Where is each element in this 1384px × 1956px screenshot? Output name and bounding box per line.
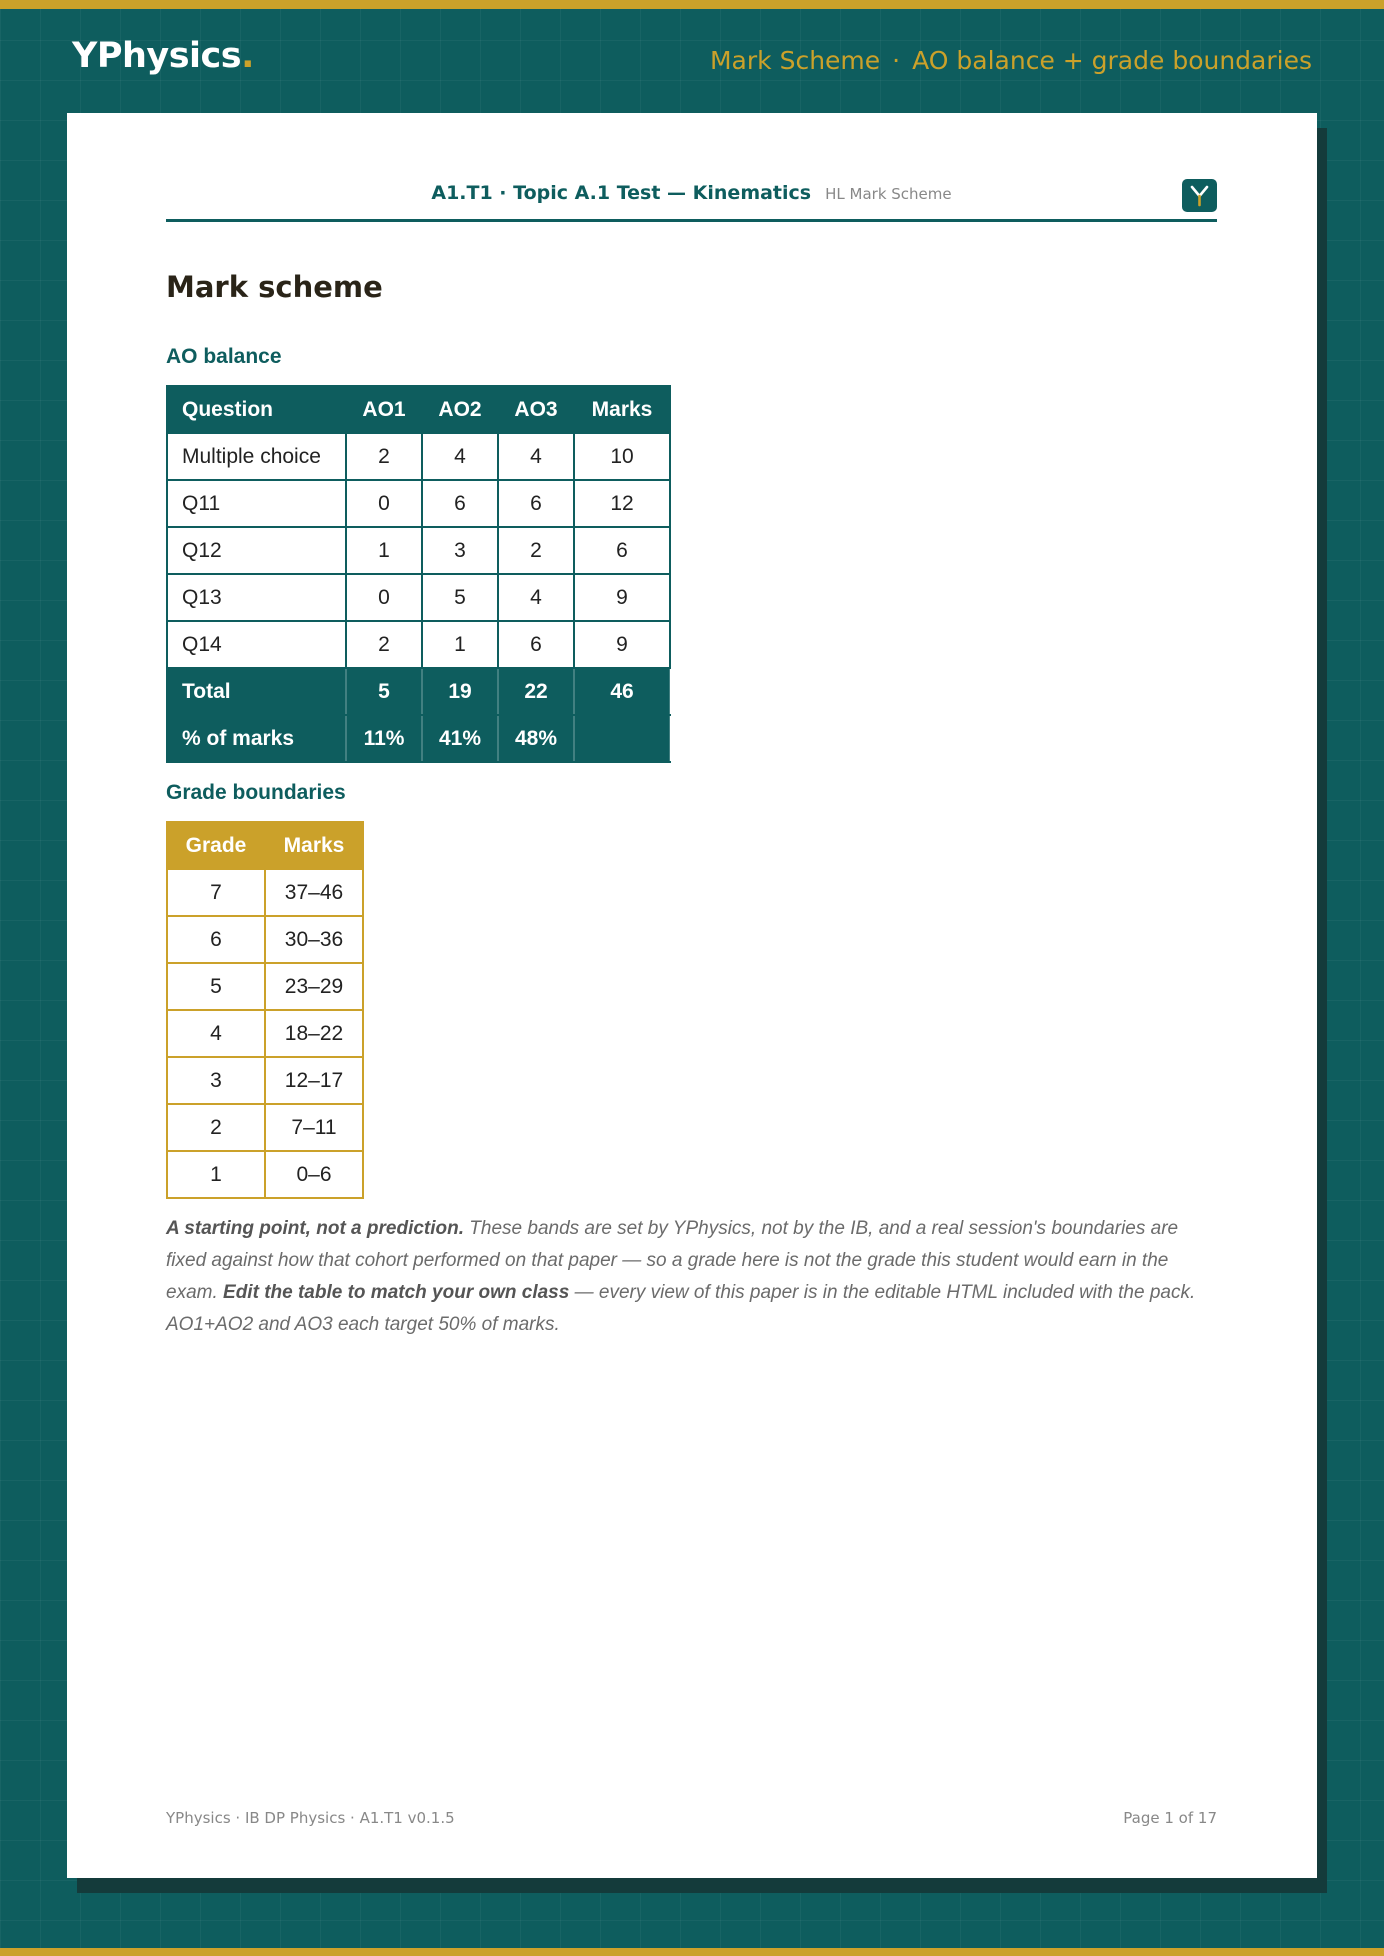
table-row bbox=[167, 1057, 363, 1104]
table-cell: 41% bbox=[422, 715, 498, 762]
table-cell: 6 bbox=[167, 916, 265, 963]
table-row bbox=[167, 527, 670, 574]
table-cell: 9 bbox=[574, 574, 670, 621]
bottom-accent-bar bbox=[0, 1948, 1384, 1956]
table-cell: 22 bbox=[498, 668, 574, 715]
table-cell: 7–11 bbox=[265, 1104, 363, 1151]
table-row bbox=[167, 1104, 363, 1151]
note-text: These bands are set by YPhysics, not by the IB, and a real session's boundaries are fixed against how that cohort performed on that paper — so a grade here is not the grade this student would earn in the exam. bbox=[166, 1218, 1179, 1303]
table-cell: 11% bbox=[346, 715, 422, 762]
column-header: AO2 bbox=[422, 386, 498, 433]
column-header: Grade bbox=[167, 822, 265, 869]
table-cell: 4 bbox=[498, 433, 574, 480]
table-cell: 7 bbox=[167, 869, 265, 916]
header-breadcrumb bbox=[710, 46, 1312, 75]
header-section: Mark Scheme bbox=[709, 46, 881, 75]
brand-dot: . bbox=[241, 36, 254, 76]
table-row bbox=[167, 916, 363, 963]
table-cell: Total bbox=[167, 668, 346, 715]
grade-boundaries-note bbox=[166, 1213, 1218, 1341]
table-cell: 6 bbox=[422, 480, 498, 527]
table-cell: 2 bbox=[167, 1104, 265, 1151]
total-row bbox=[167, 668, 670, 715]
table-header-row bbox=[167, 822, 363, 869]
percent-row bbox=[167, 715, 670, 762]
table-cell: 18–22 bbox=[265, 1010, 363, 1057]
table-cell: 4 bbox=[498, 574, 574, 621]
table-cell: 46 bbox=[574, 668, 670, 715]
table-cell: Q11 bbox=[167, 480, 346, 527]
table-cell: 0 bbox=[346, 480, 422, 527]
table-cell: 12–17 bbox=[265, 1057, 363, 1104]
y-logo-icon bbox=[1182, 179, 1217, 212]
column-header: Question bbox=[167, 386, 346, 433]
table-cell: 5 bbox=[167, 963, 265, 1010]
table-cell: 3 bbox=[167, 1057, 265, 1104]
table-cell: 4 bbox=[422, 433, 498, 480]
table-row bbox=[167, 621, 670, 668]
column-header: Marks bbox=[574, 386, 670, 433]
table-cell: Multiple choice bbox=[167, 433, 346, 480]
note-lead: A starting point, not a prediction. bbox=[166, 1218, 465, 1239]
table-cell: 1 bbox=[422, 621, 498, 668]
table-row bbox=[167, 1151, 363, 1198]
top-accent-bar bbox=[0, 0, 1384, 9]
table-cell: 0–6 bbox=[265, 1151, 363, 1198]
table-cell: 1 bbox=[346, 527, 422, 574]
table-cell: 3 bbox=[422, 527, 498, 574]
ao-balance-heading: AO balance bbox=[166, 345, 282, 368]
table-cell: 0 bbox=[346, 574, 422, 621]
table-cell: 9 bbox=[574, 621, 670, 668]
table-cell bbox=[574, 715, 670, 762]
table-cell: 2 bbox=[498, 527, 574, 574]
table-row bbox=[167, 480, 670, 527]
table-row bbox=[167, 1010, 363, 1057]
table-row bbox=[167, 963, 363, 1010]
table-cell: 6 bbox=[498, 480, 574, 527]
header-topic: AO balance + grade boundaries bbox=[912, 46, 1312, 75]
document-page bbox=[67, 113, 1317, 1878]
column-header: AO1 bbox=[346, 386, 422, 433]
table-cell: 19 bbox=[422, 668, 498, 715]
table-cell: 10 bbox=[574, 433, 670, 480]
table-cell: 5 bbox=[346, 668, 422, 715]
document-subtitle: HL Mark Scheme bbox=[825, 185, 952, 203]
table-cell: 48% bbox=[498, 715, 574, 762]
mark-scheme-heading: Mark scheme bbox=[166, 270, 383, 304]
note-emphasis: Edit the table to match your own class bbox=[223, 1282, 570, 1303]
brand-name: YPhysics bbox=[72, 36, 242, 76]
table-cell: % of marks bbox=[167, 715, 346, 762]
table-header-row bbox=[167, 386, 670, 433]
table-cell: 6 bbox=[498, 621, 574, 668]
table-cell: Q13 bbox=[167, 574, 346, 621]
footer-info: YPhysics · IB DP Physics · A1.T1 v0.1.5 bbox=[166, 1809, 455, 1827]
note-text: — every view of this paper is in the editable HTML included with the pack. AO1+AO2 and AO3 each target 50% of marks. bbox=[166, 1282, 1196, 1335]
table-cell: 4 bbox=[167, 1010, 265, 1057]
table-cell: Q14 bbox=[167, 621, 346, 668]
grade-boundaries-table bbox=[166, 821, 364, 1199]
document-title: A1.T1 · Topic A.1 Test — Kinematics bbox=[431, 182, 812, 204]
table-cell: 37–46 bbox=[265, 869, 363, 916]
table-row bbox=[167, 574, 670, 621]
table-cell: 5 bbox=[422, 574, 498, 621]
grade-boundaries-heading: Grade boundaries bbox=[166, 781, 346, 804]
table-row bbox=[167, 433, 670, 480]
table-cell: 1 bbox=[167, 1151, 265, 1198]
table-cell: 2 bbox=[346, 433, 422, 480]
table-row bbox=[167, 869, 363, 916]
column-header: AO3 bbox=[498, 386, 574, 433]
brand-logo bbox=[72, 36, 254, 76]
table-cell: 23–29 bbox=[265, 963, 363, 1010]
table-cell: Q12 bbox=[167, 527, 346, 574]
column-header: Marks bbox=[265, 822, 363, 869]
page-number: Page 1 of 17 bbox=[1123, 1809, 1217, 1827]
document-title-row bbox=[166, 182, 1217, 204]
ao-balance-table bbox=[166, 385, 671, 763]
document-header bbox=[166, 165, 1217, 222]
table-cell: 12 bbox=[574, 480, 670, 527]
table-cell: 2 bbox=[346, 621, 422, 668]
header-separator: · bbox=[892, 46, 901, 75]
table-cell: 30–36 bbox=[265, 916, 363, 963]
table-cell: 6 bbox=[574, 527, 670, 574]
